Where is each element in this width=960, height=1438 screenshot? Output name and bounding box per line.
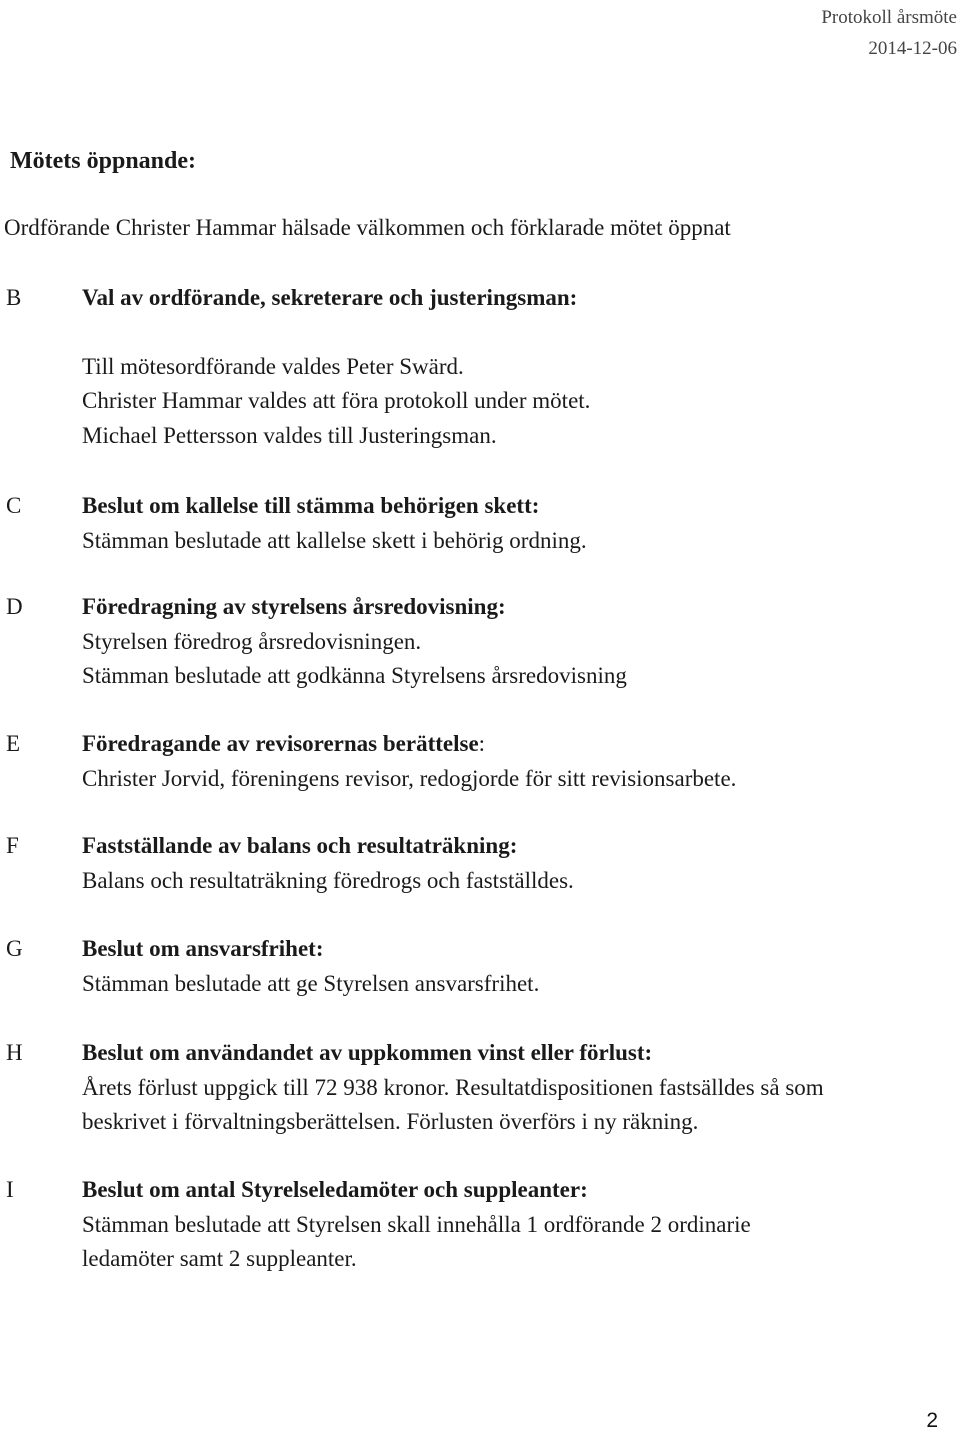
section-title: Beslut om ansvarsfrihet: <box>82 936 324 961</box>
section-title-suffix: : <box>478 731 486 756</box>
section-title: Beslut om användandet av uppkommen vinst eller förlust: <box>82 1040 653 1065</box>
section-content <box>82 590 942 694</box>
section-letter: B <box>6 285 22 310</box>
section-heading: Mötets öppnande: <box>10 148 197 174</box>
section-text-line: Balans och resultaträkning föredrogs och fastställdes. <box>82 867 574 893</box>
section-title: Fastställande av balans och resultaträkning: <box>82 833 518 858</box>
section-text-line: Styrelsen föredrog årsredovisningen. <box>82 628 422 654</box>
document-title: Protokoll årsmöte <box>821 7 957 28</box>
section-title-line <box>82 489 942 524</box>
section-text-line: Michael Pettersson valdes till Justeringsman. <box>82 422 497 448</box>
section-letter: G <box>6 936 23 961</box>
section-title: Beslut om kallelse till stämma behörigen skett: <box>82 493 540 518</box>
section-title: Beslut om antal Styrelseledamöter och suppleanter: <box>82 1177 588 1202</box>
section-title-line <box>82 932 942 967</box>
section-title-line <box>82 727 942 762</box>
section-text-line: Stämman beslutade att godkänna Styrelsens årsredovisning <box>82 663 627 688</box>
section-letter: D <box>6 594 23 619</box>
section-content <box>82 281 942 453</box>
intro-paragraph: Ordförande Christer Hammar hälsade välkommen och förklarade mötet öppnat <box>4 215 731 240</box>
section-text-line: Christer Hammar valdes att föra protokoll under mötet. <box>82 388 591 413</box>
section-letter: H <box>6 1040 23 1065</box>
section-content <box>82 489 942 558</box>
section-content <box>82 932 942 1001</box>
section-content <box>82 727 942 796</box>
section-text-line: Årets förlust uppgick till 72 938 kronor. Resultatdispositionen fastsälldes så som <box>82 1074 824 1100</box>
section-title-line <box>82 1173 942 1208</box>
section-title-line <box>82 829 942 864</box>
section-letter: I <box>6 1177 14 1202</box>
page-header <box>821 2 957 64</box>
section-content <box>82 1173 942 1277</box>
section-title: Val av ordförande, sekreterare och justeringsman: <box>82 285 578 310</box>
section-text-line: Stämman beslutade att kallelse skett i behörig ordning. <box>82 527 587 553</box>
document-date: 2014-12-06 <box>868 38 957 59</box>
section-text-line: Christer Jorvid, föreningens revisor, redogjorde för sitt revisionsarbete. <box>82 765 737 791</box>
section-title-line <box>82 281 942 316</box>
section-letter: F <box>6 833 19 858</box>
section-text-line: Till mötesordförande valdes Peter Swärd. <box>82 353 464 379</box>
section-letter: C <box>6 493 22 518</box>
section-title-line <box>82 1036 942 1071</box>
section-text-line: Stämman beslutade att Styrelsen skall innehålla 1 ordförande 2 ordinarie <box>82 1211 751 1237</box>
section-text-line: beskrivet i förvaltningsberättelsen. Förlusten överförs i ny räkning. <box>82 1109 699 1134</box>
section-content <box>82 829 942 898</box>
section-title-line <box>82 590 942 625</box>
section-content <box>82 1036 942 1140</box>
section-text-line: Stämman beslutade att ge Styrelsen ansvarsfrihet. <box>82 970 540 996</box>
page-number: 2 <box>926 1409 938 1432</box>
section-letter: E <box>6 731 21 756</box>
section-title: Föredragande av revisorernas berättelse <box>82 731 479 756</box>
section-text-line: ledamöter samt 2 suppleanter. <box>82 1246 357 1271</box>
section-title: Föredragning av styrelsens årsredovisning: <box>82 594 506 619</box>
